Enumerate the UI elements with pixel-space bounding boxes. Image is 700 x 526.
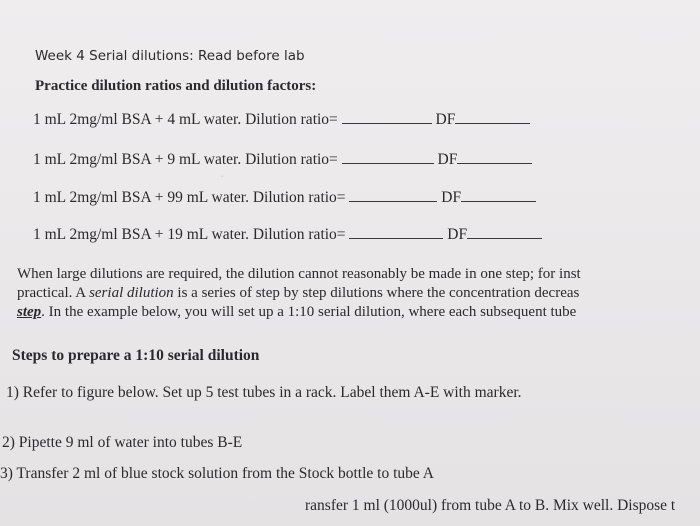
paragraph-line-2 bbox=[17, 285, 579, 302]
problem-text: 1 mL 2mg/ml BSA + 99 mL water. Dilution ratio= bbox=[33, 189, 346, 206]
df-label: DF bbox=[435, 111, 456, 128]
df-label: DF bbox=[441, 189, 462, 206]
problem-text: 1 mL 2mg/ml BSA + 4 mL water. Dilution ratio= bbox=[33, 111, 338, 128]
steps-heading: Steps to prepare a 1:10 serial dilution bbox=[12, 347, 260, 364]
df-label: DF bbox=[437, 151, 458, 168]
paragraph-line-1: When large dilutions are required, the dilution cannot reasonably be made in one step; for inst bbox=[17, 266, 581, 282]
step-term: step bbox=[17, 304, 42, 320]
paragraph-text: . In the example below, you will set up a 1:10 serial dilution, where each subsequent tube bbox=[41, 304, 577, 320]
step-4-partial: ransfer 1 ml (1000ul) from tube A to B. Mix well. Dispose t bbox=[305, 497, 676, 514]
page-heading: Week 4 Serial dilutions: Read before lab bbox=[35, 48, 305, 64]
df-blank bbox=[467, 226, 542, 239]
df-blank bbox=[461, 189, 536, 202]
step-2: 2) Pipette 9 ml of water into tubes B-E bbox=[2, 434, 243, 451]
df-label: DF bbox=[447, 226, 468, 243]
serial-dilution-term: serial dilution bbox=[89, 285, 174, 301]
paragraph-text: practical. A bbox=[17, 285, 90, 301]
paragraph-text: is a series of step by step dilutions where the concentration decreas bbox=[173, 285, 580, 301]
section-subheading: Practice dilution ratios and dilution factors: bbox=[35, 78, 317, 94]
problem-3 bbox=[33, 189, 536, 207]
answer-blank bbox=[342, 111, 432, 124]
df-blank bbox=[457, 151, 532, 164]
answer-blank bbox=[349, 226, 443, 239]
df-blank bbox=[455, 111, 530, 124]
paragraph-line-3 bbox=[17, 304, 576, 321]
step-3: 3) Transfer 2 ml of blue stock solution from the Stock bottle to tube A bbox=[0, 465, 434, 482]
problem-1 bbox=[33, 111, 530, 129]
problem-text: 1 mL 2mg/ml BSA + 9 mL water. Dilution ratio= bbox=[33, 151, 338, 168]
problem-4 bbox=[33, 226, 542, 244]
show-through-mark: · bbox=[220, 170, 225, 185]
answer-blank bbox=[342, 151, 434, 164]
problem-text: 1 mL 2mg/ml BSA + 19 mL water. Dilution ratio= bbox=[33, 226, 346, 243]
answer-blank bbox=[349, 189, 437, 202]
step-1: 1) Refer to figure below. Set up 5 test tubes in a rack. Label them A-E with marker. bbox=[6, 384, 522, 401]
problem-2 bbox=[33, 151, 532, 169]
